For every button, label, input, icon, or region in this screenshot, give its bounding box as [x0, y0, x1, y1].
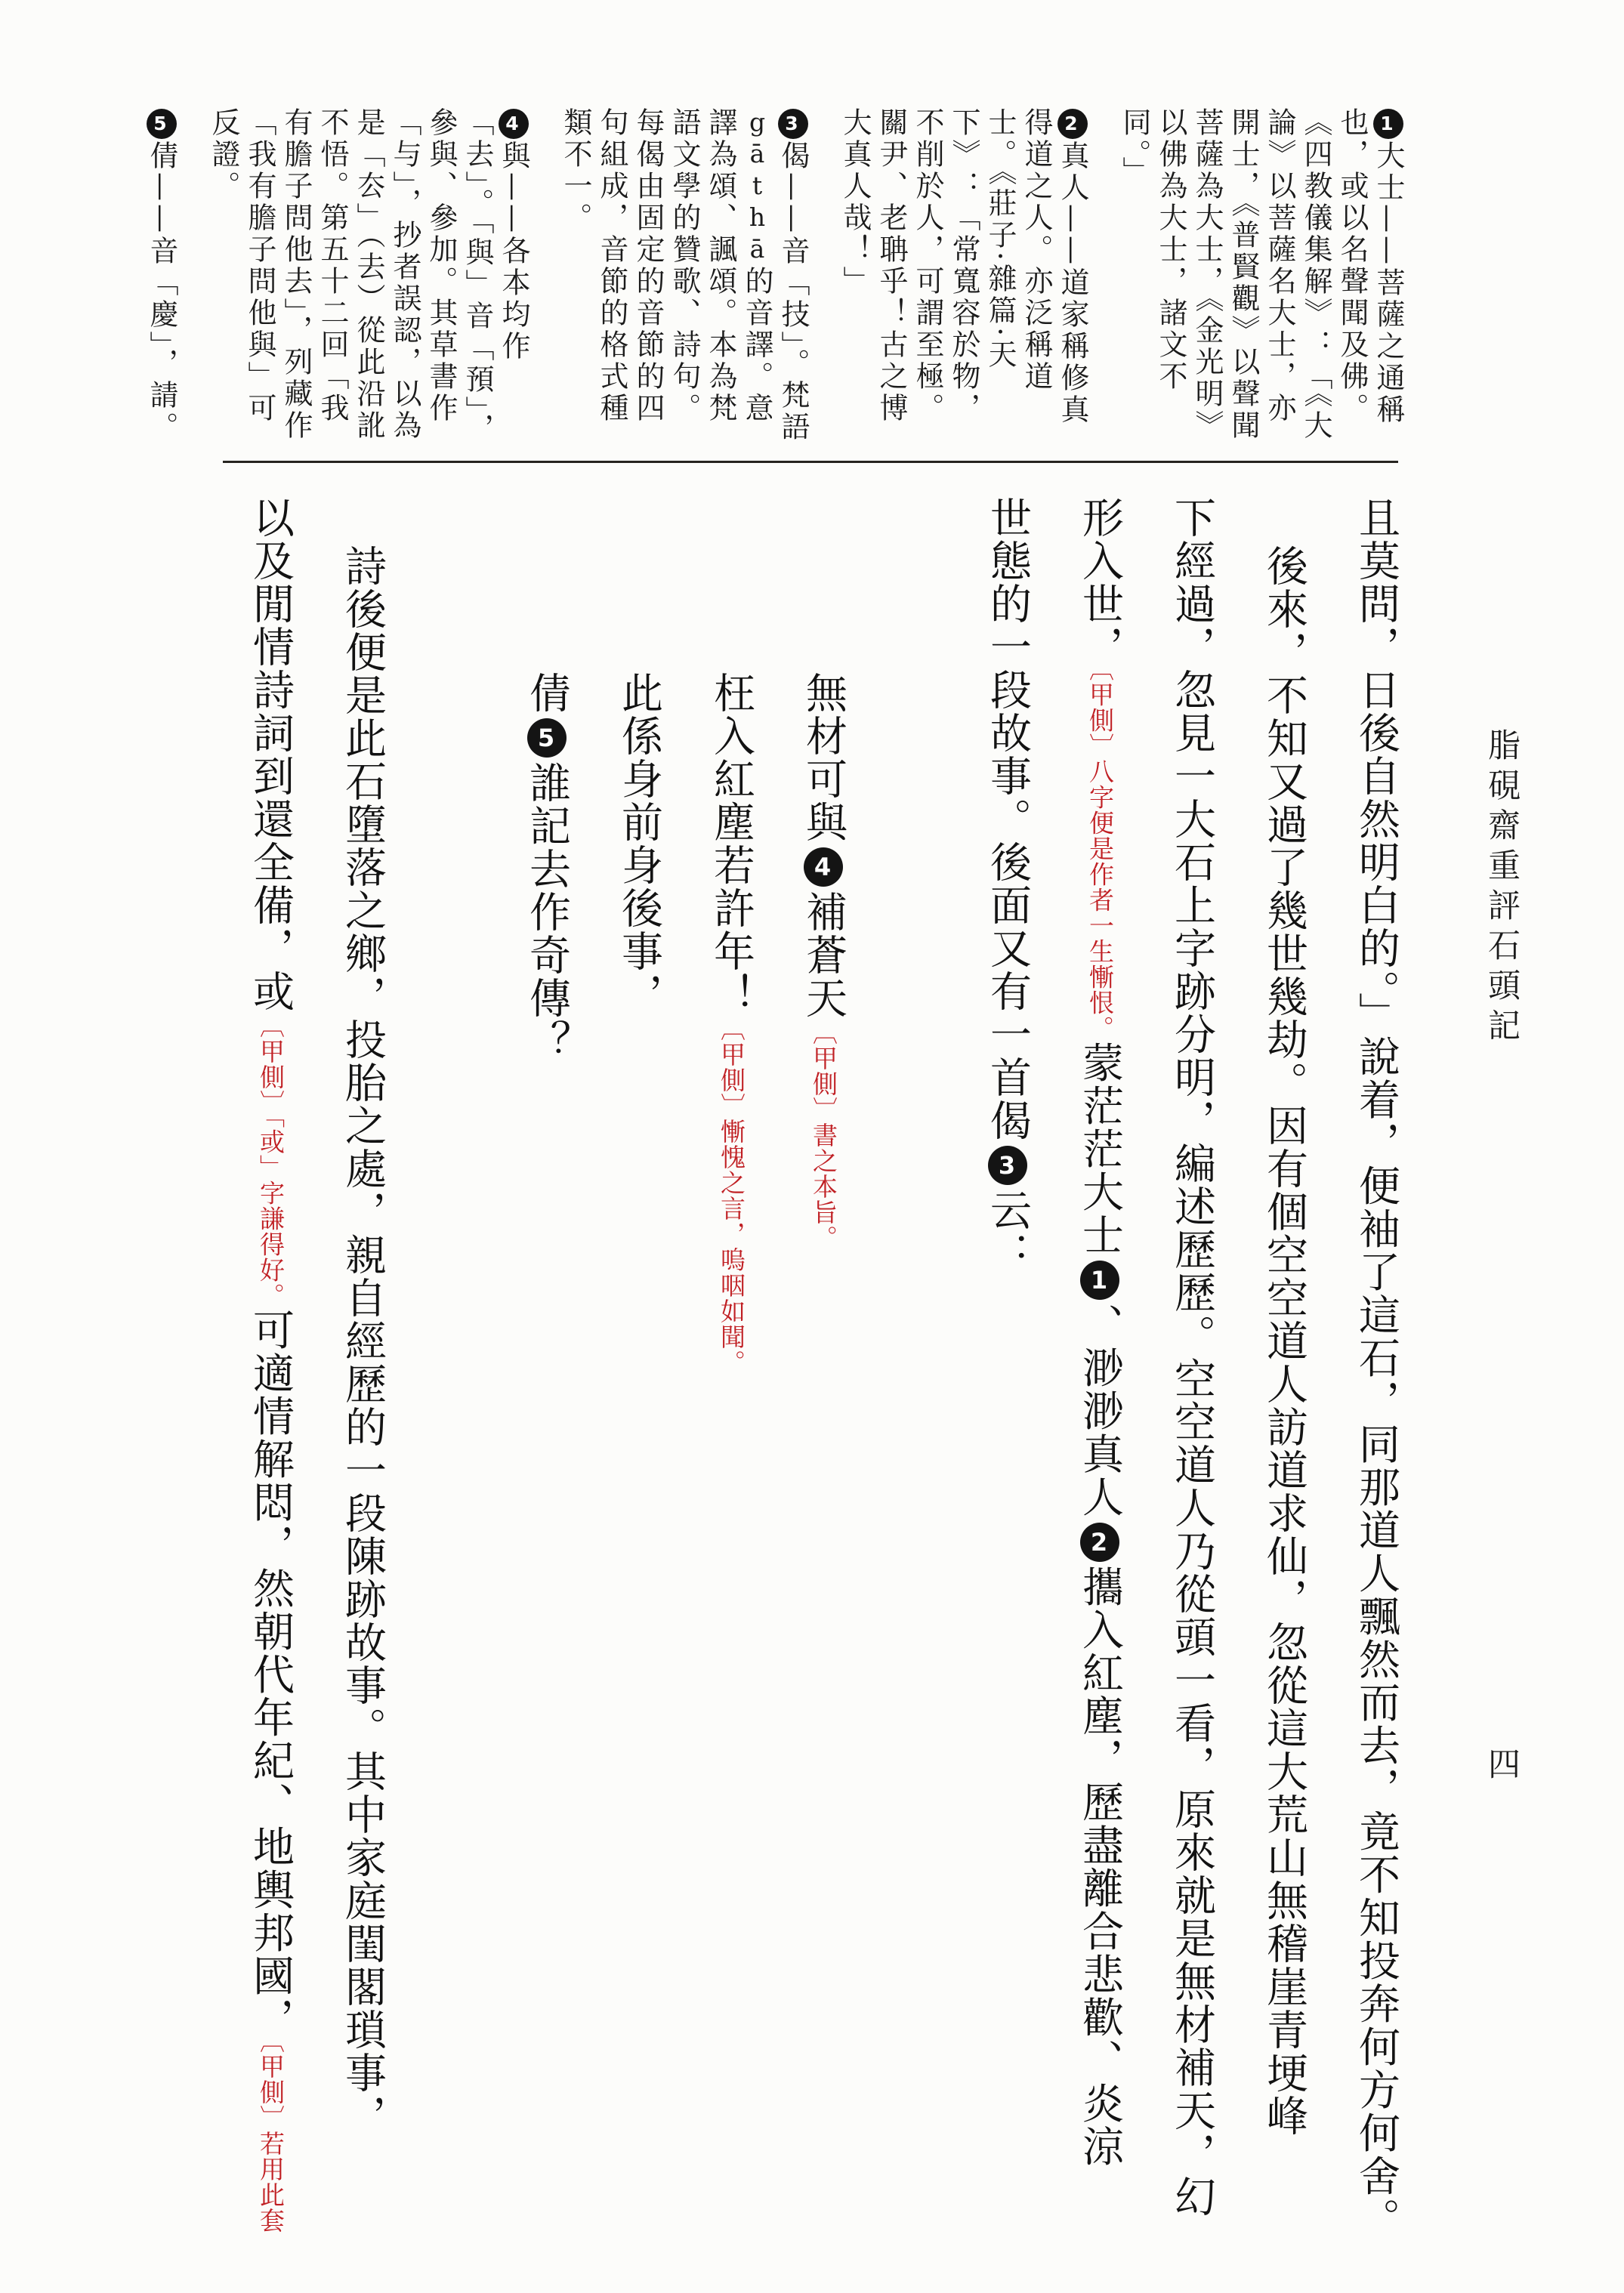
footnote-item-5	[144, 107, 180, 449]
note-ref-badge-1: 1	[1080, 1261, 1119, 1300]
text-column-3	[1169, 496, 1215, 2218]
note-ref-badge-5: 5	[527, 718, 567, 758]
footnotes-block	[118, 107, 1406, 449]
body-text: 攜入紅塵，歷盡離合悲歡、炎涼	[1076, 1565, 1124, 2168]
body-text: 無材可與	[799, 671, 848, 844]
footnote-text: 與——各本均作「去」。「與」音「預」，參與、參加。其草書作「与」，抄者誤認，以為是「厺」（去）從此沿訛不悟。第五十二回「我有膽子問他去」，列藏作「我有膽子問他與」可反證。	[207, 107, 530, 445]
body-text: 、渺渺真人	[1076, 1303, 1124, 1519]
side-comment: 〔甲側〕「或」字謙得好。	[256, 1013, 286, 1309]
footnote-text: 大士——菩薩之通稱也，或以名聲聞及佛。《四教儀集解》：「《大論》以菩薩名大士，亦開士，《普賢觀》以聲聞菩薩為大士，《金光明》以佛為大士，諸文不同。」	[1118, 107, 1405, 442]
page-number: 四	[1483, 1747, 1521, 1779]
latin-transliteration: gāthā	[743, 107, 772, 266]
text-column-4	[1076, 496, 1123, 2168]
note-ref-badge-3: 3	[988, 1146, 1027, 1185]
divider-rule	[223, 461, 1398, 463]
body-text: 可適情解悶，然朝代年紀、地輿邦國，	[246, 1308, 295, 2041]
footnote-number-badge: 4	[499, 109, 529, 139]
side-comment: 〔甲側〕慚愧之言，嗚咽如聞。	[717, 1016, 746, 1375]
body-text: 倩	[523, 671, 571, 714]
note-ref-badge-2: 2	[1080, 1523, 1119, 1562]
body-text: 云：	[983, 1189, 1032, 1275]
side-comment: 〔甲側〕書之本旨。	[809, 1020, 838, 1251]
body-text: 以及閒情詩詞到還全備，或	[246, 496, 295, 1013]
footnote-item-4	[205, 107, 532, 449]
footnote-text: 真人——道家稱修真得道之人。亦泛稱道士。《莊子·雜篇·天下》：「常寬容於物，不削於人，可謂至極。關尹、老聃乎！古之博大真人哉！」	[838, 107, 1089, 426]
text-column-8	[616, 671, 662, 1016]
text-column-6	[800, 671, 847, 1251]
footnote-item-2	[837, 107, 1091, 449]
body-text: 後來，不知又過了幾世幾劫。因有個空空道人訪道求仙，忽從這大荒山無稽崖青埂峰	[1260, 545, 1308, 2137]
text-column-1	[1353, 496, 1400, 2241]
body-text: 下經過，忽見一大石上字跡分明，編述歷歷。空空道人乃從頭一看，原來就是無材補天，幻	[1168, 496, 1216, 2218]
side-comment: 〔甲側〕若用此套	[256, 2040, 286, 2233]
text-column-9	[523, 671, 570, 1063]
body-text: 形入世，	[1076, 496, 1124, 668]
footnote-text: 的音譯。意譯為頌、諷頌。本為梵語文學的贊歌、詩句。每偈由固定的音節的四句組成，音節的格式種類不一。	[559, 107, 773, 424]
footnote-number-badge: 1	[1373, 109, 1403, 139]
body-text: 且莫問，日後自然明白的。」說着，便袖了這石，同那道人飄然而去，竟不知投奔何方何舍。	[1352, 496, 1400, 2241]
footnote-item-1	[1116, 107, 1406, 449]
footnote-text: 偈——音「技」。梵語	[776, 140, 810, 443]
text-column-7	[708, 671, 755, 1375]
text-column-5	[984, 496, 1031, 1275]
footnote-number-badge: 5	[147, 109, 177, 139]
body-text: 此係身前身後事，	[615, 671, 663, 1016]
text-column-10	[339, 545, 386, 2137]
note-ref-badge-4: 4	[804, 847, 843, 887]
body-text: 枉入紅塵若許年！	[707, 671, 755, 1016]
body-text: 詩後便是此石墮落之鄉，投胎之處，親自經歷的一段陳跡故事。其中家庭閨閣瑣事，	[338, 545, 387, 2137]
text-column-11	[247, 496, 294, 2233]
footnote-number-badge: 3	[778, 109, 808, 139]
body-text: 世態的一段故事。後面又有一首偈	[983, 496, 1032, 1142]
footnote-text: 倩——音「慶」，請。	[145, 140, 178, 443]
footnote-item-3	[557, 107, 811, 449]
footnote-number-badge: 2	[1057, 109, 1088, 139]
running-title: 脂硯齋重評石頭記	[1483, 728, 1521, 1048]
body-text: 誰記去作奇傳？	[523, 761, 571, 1063]
body-text: 補蒼天	[799, 890, 848, 1020]
side-comment: 〔甲側〕八字便是作者一生慚恨。	[1085, 668, 1115, 1042]
text-column-2	[1261, 545, 1308, 2137]
body-text: 蒙茫茫大士	[1076, 1041, 1124, 1257]
